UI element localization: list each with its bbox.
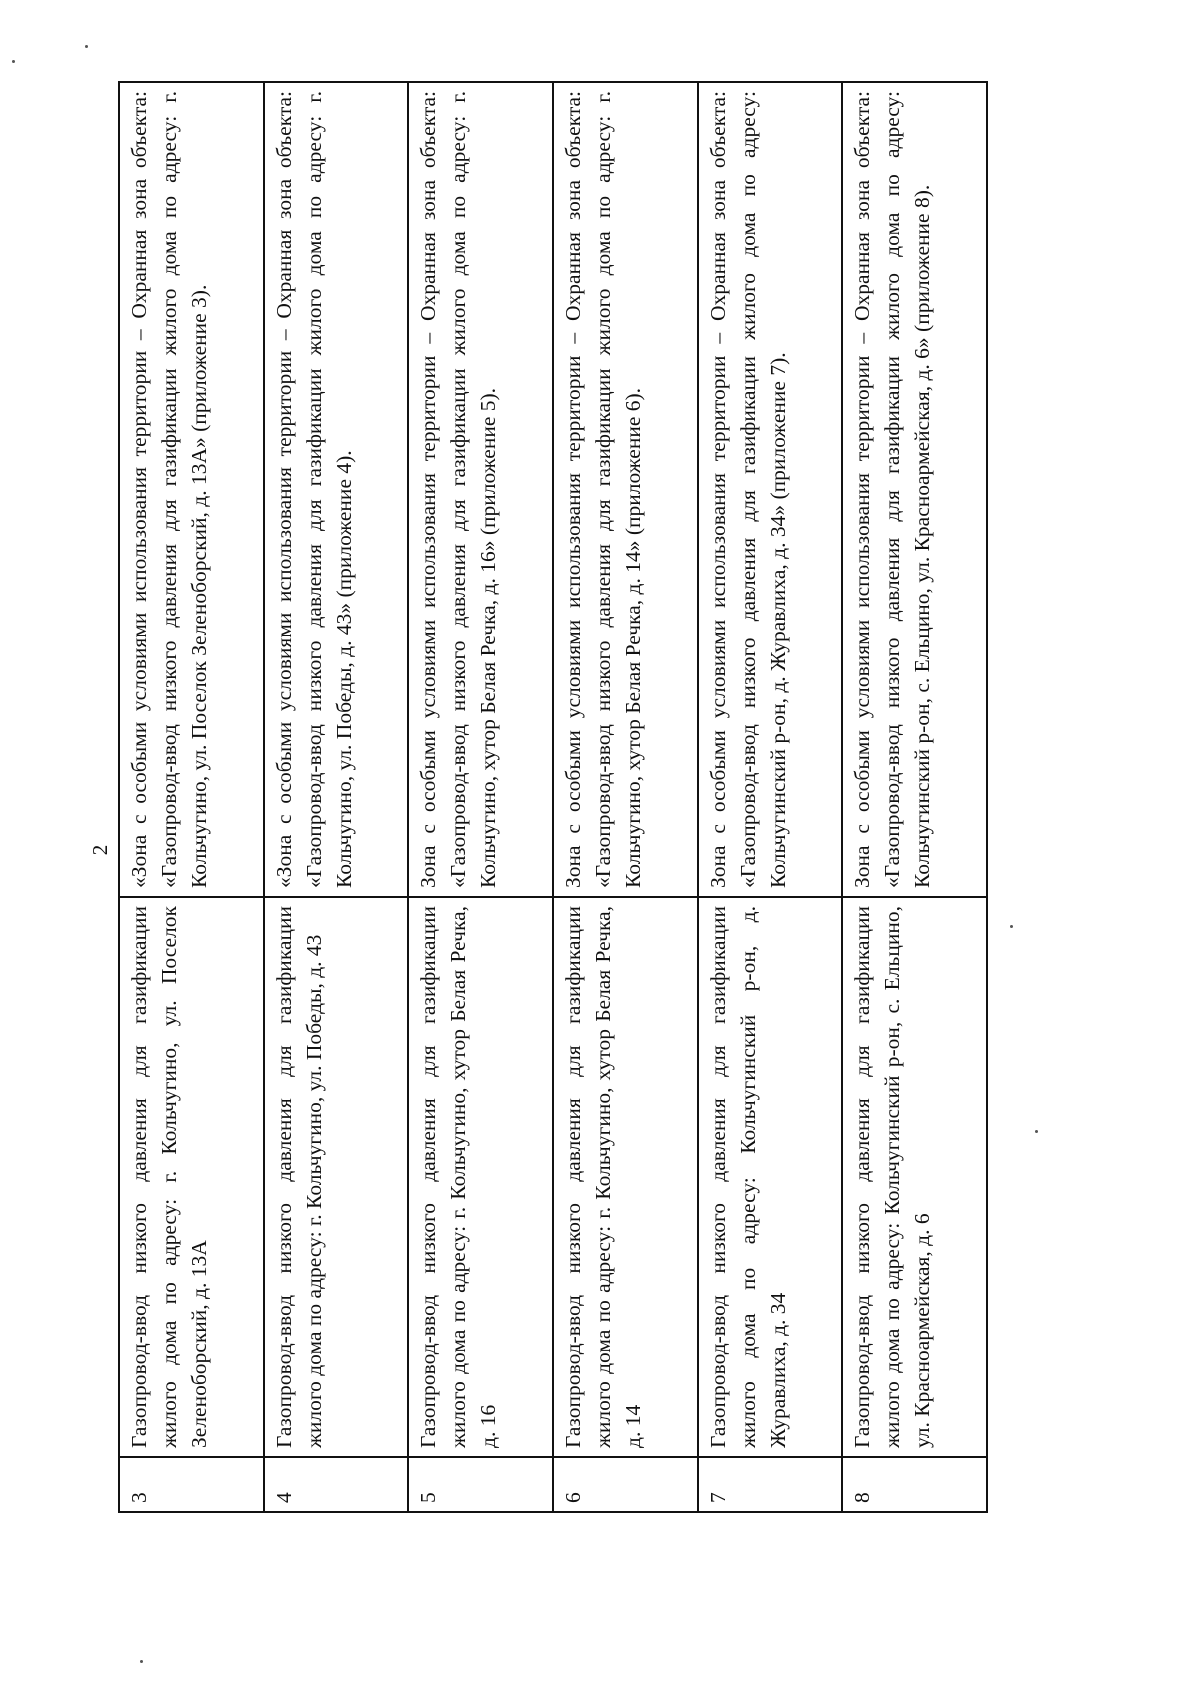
table-row <box>698 82 843 1512</box>
object-description: Газопровод-ввод низкого давления для газификации жилого дома по адресу: г. Кольчугино, хутор Белая Речка, д. 14 <box>553 897 698 1457</box>
zone-description: Зона с особыми условиями использования территории – Охранная зона объекта: «Газопровод-ввод низкого давления для газификации жилого дома по адресу: Кольчугинский р-он, д. Журавлиха, д. 34» (приложение 7). <box>698 82 843 897</box>
zone-description: «Зона с особыми условиями использования территории – Охранная зона объекта: «Газопровод-ввод низкого давления для газификации жилого дома по адресу: г. Кольчугино, ул. Поселок Зеленоборский, д. 13А» (приложение 3). <box>119 82 264 897</box>
scan-speck <box>1035 1130 1038 1133</box>
object-description: Газопровод-ввод низкого давления для газификации жилого дома по адресу: г. Кольчугино, ул. Победы, д. 43 <box>264 897 409 1457</box>
table-row <box>119 82 264 1512</box>
zone-description: Зона с особыми условиями использования территории – Охранная зона объекта: «Газопровод-ввод низкого давления для газификации жилого дома по адресу: Кольчугинский р-он, с. Ельцино, ул. Красноармейская, д. 6» (приложение 8). <box>842 82 987 897</box>
zone-description: Зона с особыми условиями использования территории – Охранная зона объекта: «Газопровод-ввод низкого давления для газификации жилого дома по адресу: г. Кольчугино, хутор Белая Речка, д. 16» (приложение 5). <box>408 82 553 897</box>
row-number: 5 <box>408 1457 553 1512</box>
scan-speck <box>1010 925 1013 928</box>
scan-speck <box>85 45 88 48</box>
table-row <box>264 82 409 1512</box>
page-number: 2 <box>88 844 112 856</box>
object-description: Газопровод-ввод низкого давления для газификации жилого дома по адресу: г. Кольчугино, ул. Поселок Зеленоборский, д. 13А <box>119 897 264 1457</box>
object-description: Газопровод-ввод низкого давления для газификации жилого дома по адресу: Кольчугинский р-он, с. Ельцино, ул. Красноармейская, д. 6 <box>842 897 987 1457</box>
rotated-table-container <box>118 83 988 1513</box>
row-number: 4 <box>264 1457 409 1512</box>
row-number: 3 <box>119 1457 264 1512</box>
table-row <box>408 82 553 1512</box>
table-row <box>553 82 698 1512</box>
scan-speck <box>140 1660 143 1663</box>
row-number: 6 <box>553 1457 698 1512</box>
zone-description: Зона с особыми условиями использования территории – Охранная зона объекта: «Газопровод-ввод низкого давления для газификации жилого дома по адресу: г. Кольчугино, хутор Белая Речка, д. 14» (приложение 6). <box>553 82 698 897</box>
object-description: Газопровод-ввод низкого давления для газификации жилого дома по адресу: Кольчугинский р-он, д. Журавлиха, д. 34 <box>698 897 843 1457</box>
zone-description: «Зона с особыми условиями использования территории – Охранная зона объекта: «Газопровод-ввод низкого давления для газификации жилого дома по адресу: г. Кольчугино, ул. Победы, д. 43» (приложение 4). <box>264 82 409 897</box>
row-number: 7 <box>698 1457 843 1512</box>
zones-table <box>118 81 988 1513</box>
object-description: Газопровод-ввод низкого давления для газификации жилого дома по адресу: г. Кольчугино, хутор Белая Речка, д. 16 <box>408 897 553 1457</box>
row-number: 8 <box>842 1457 987 1512</box>
scan-speck <box>12 60 15 63</box>
table-row <box>842 82 987 1512</box>
